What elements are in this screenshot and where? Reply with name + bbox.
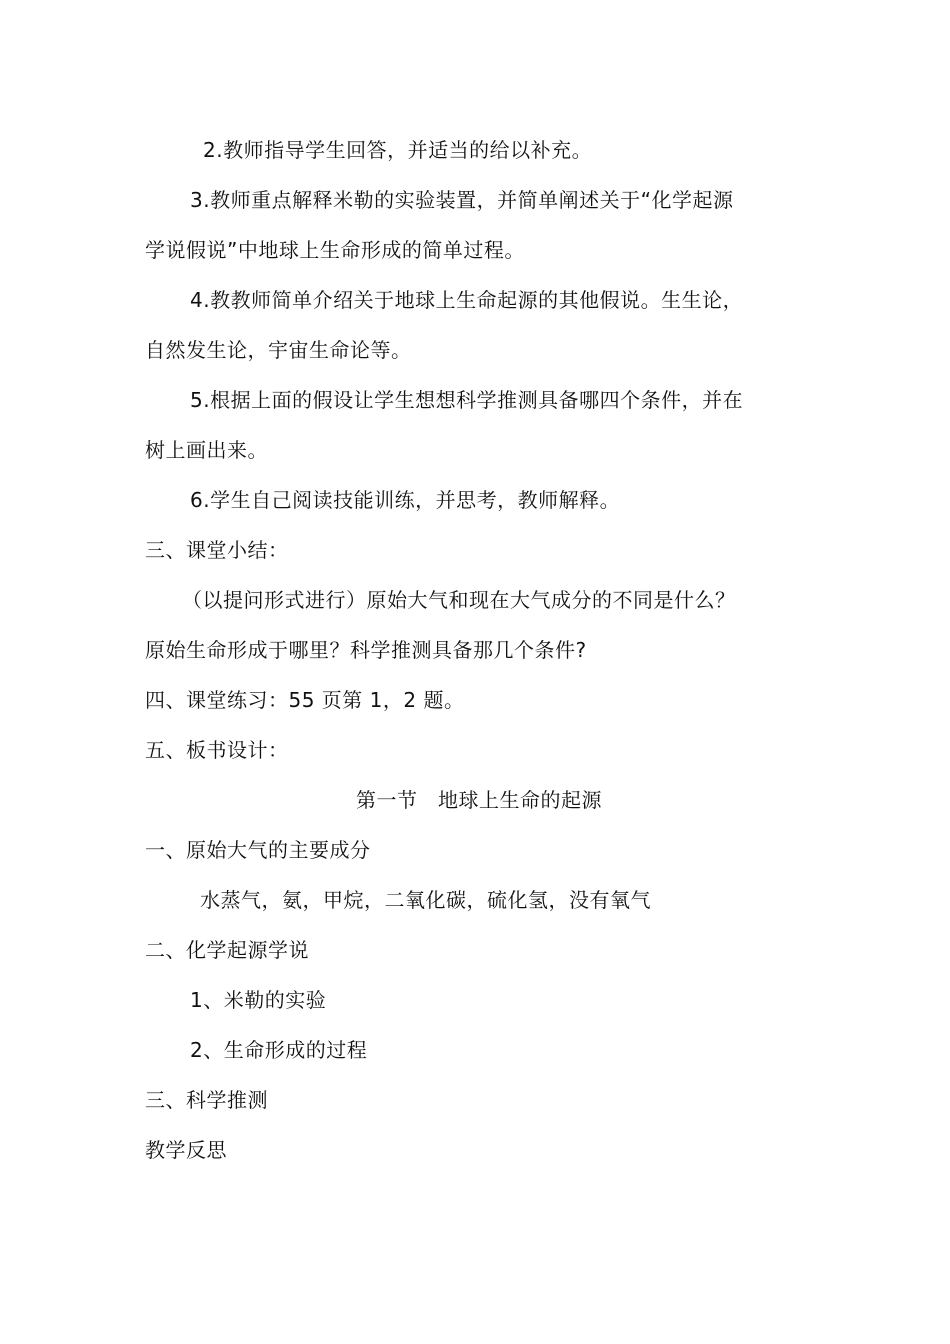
paragraph-step-5-line-2: 树上画出来。 — [145, 438, 268, 462]
heading-class-summary: 三、课堂小结： — [145, 538, 289, 562]
board-section-1-content: 水蒸气，氨，甲烷，二氧化碳，硫化氢，没有氧气 — [200, 888, 651, 912]
paragraph-step-5-line-1: 5.根据上面的假设让学生想想科学推测具备哪四个条件，并在 — [190, 388, 744, 412]
heading-board-design: 五、板书设计： — [145, 738, 289, 762]
board-section-3: 三、科学推测 — [145, 1088, 268, 1112]
paragraph-step-3-line-1: 3.教师重点解释米勒的实验装置，并简单阐述关于“化学起源 — [190, 188, 734, 212]
paragraph-step-3-line-2: 学说假说”中地球上生命形成的简单过程。 — [145, 238, 525, 262]
board-section-2-item-1: 1、米勒的实验 — [190, 988, 327, 1012]
board-title: 第一节 地球上生命的起源 — [356, 788, 602, 812]
paragraph-step-2: 2.教师指导学生回答，并适当的给以补充。 — [203, 138, 593, 162]
heading-teaching-reflection: 教学反思 — [145, 1138, 227, 1162]
board-section-2: 二、化学起源学说 — [145, 938, 309, 962]
paragraph-step-6: 6.学生自己阅读技能训练，并思考，教师解释。 — [190, 488, 621, 512]
paragraph-step-4-line-2: 自然发生论，宇宙生命论等。 — [145, 338, 412, 362]
paragraph-step-4-line-1: 4.教教师简单介绍关于地球上生命起源的其他假说。生生论， — [190, 288, 744, 312]
board-section-1: 一、原始大气的主要成分 — [145, 838, 371, 862]
board-section-2-item-2: 2、生命形成的过程 — [190, 1038, 368, 1062]
heading-class-exercise: 四、课堂练习：55 页第 1，2 题。 — [145, 688, 465, 712]
summary-question-line-2: 原始生命形成于哪里？科学推测具备那几个条件? — [145, 638, 587, 662]
summary-question-line-1: （以提问形式进行）原始大气和现在大气成分的不同是什么？ — [182, 588, 736, 612]
